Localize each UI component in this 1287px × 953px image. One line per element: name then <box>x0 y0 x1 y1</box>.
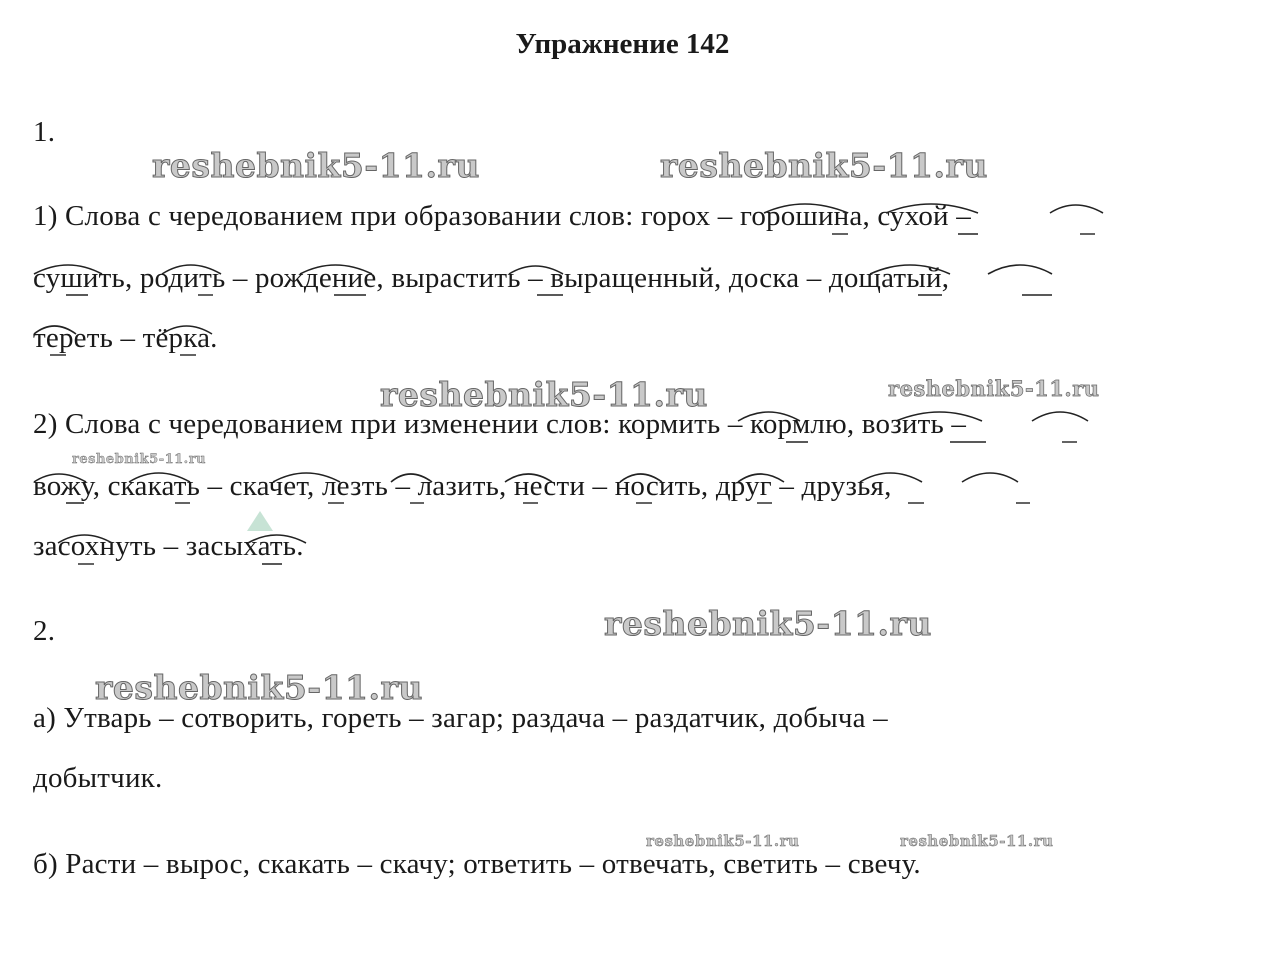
watermark: reshebnik5-11.ru <box>900 832 1054 850</box>
paragraph-line: добытчик. <box>33 762 163 794</box>
paragraph-line: тереть – тёрка. <box>33 322 218 354</box>
watermark: reshebnik5-11.ru <box>646 832 800 850</box>
paragraph-line: сушить, родить – рождение, вырастить – выращенный, доска – дощатый, <box>33 262 950 294</box>
paragraph-line: засохнуть – засыхать. <box>33 530 304 562</box>
paragraph-line: 1) Слова с чередованием при образовании слов: горох – горошина, сухой – <box>33 200 971 232</box>
watermark: reshebnik5-11.ru <box>604 604 932 643</box>
watermark: reshebnik5-11.ru <box>72 452 207 467</box>
page-title: Упражнение 142 <box>515 28 730 60</box>
paragraph-line: 2) Слова с чередованием при изменении слов: кормить – кормлю, возить – <box>33 408 967 440</box>
task-number: 1. <box>33 116 56 148</box>
watermark: reshebnik5-11.ru <box>380 375 708 414</box>
watermark: reshebnik5-11.ru <box>660 146 988 185</box>
watermark: reshebnik5-11.ru <box>95 668 423 707</box>
paragraph-line: б) Расти – вырос, скакать – скачу; ответить – отвечать, светить – свечу. <box>33 848 921 880</box>
watermark: reshebnik5-11.ru <box>152 146 480 185</box>
paragraph-line: а) Утварь – сотворить, гореть – загар; раздача – раздатчик, добыча – <box>33 702 888 734</box>
task-number: 2. <box>33 615 56 647</box>
watermark: reshebnik5-11.ru <box>888 376 1100 401</box>
triangle-mark-icon <box>247 511 273 531</box>
paragraph-line: вожу, скакать – скачет, лезть – лазить, нести – носить, друг – друзья, <box>33 470 892 502</box>
